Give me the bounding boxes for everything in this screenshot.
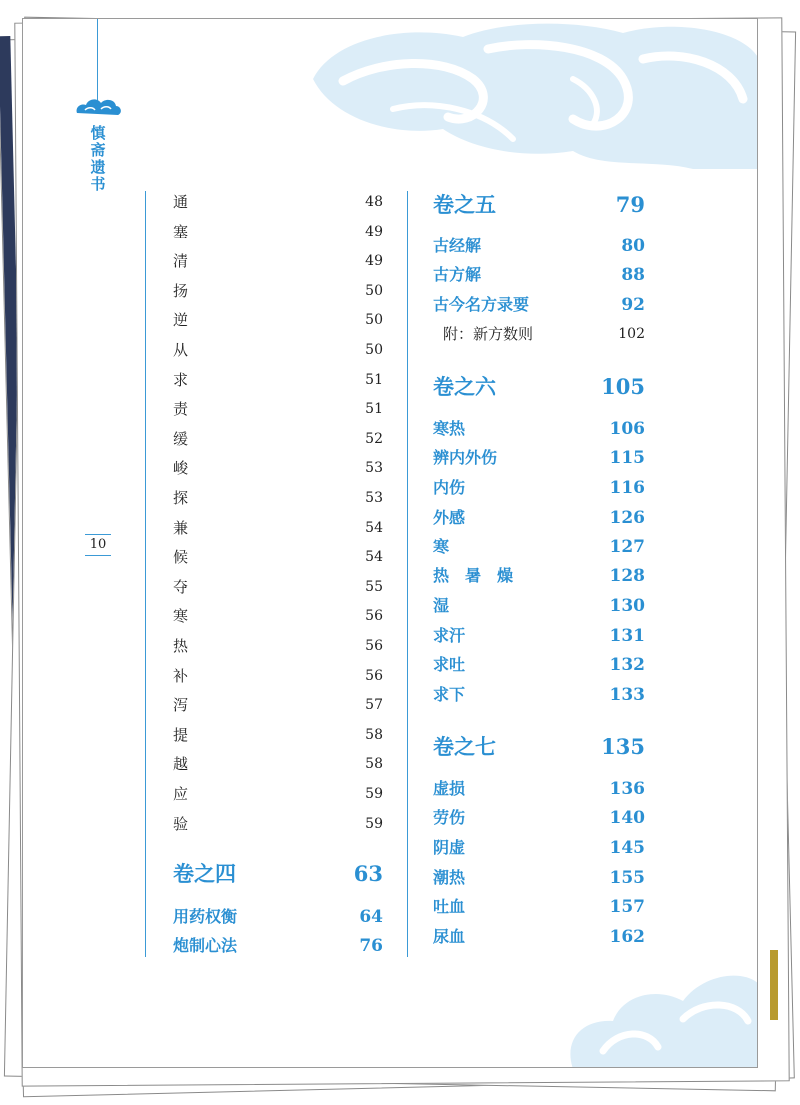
toc-entry-page: 131 bbox=[609, 626, 645, 646]
toc-entry-page: 50 bbox=[365, 282, 383, 299]
toc-entry-page: 128 bbox=[609, 566, 645, 586]
toc-entry bbox=[173, 693, 383, 717]
toc-entry-title: 辨内外伤 bbox=[433, 448, 498, 467]
toc-entry-title: 虚损 bbox=[433, 779, 466, 798]
toc-entry-title: 兼 bbox=[173, 518, 189, 537]
toc-entry-title: 卷之六 bbox=[433, 374, 496, 399]
toc-entry bbox=[433, 446, 645, 470]
toc-entry-title: 寒 bbox=[433, 537, 450, 556]
toc-entry bbox=[173, 220, 383, 244]
toc-entry-title: 泻 bbox=[173, 696, 189, 715]
toc-entry-page: 106 bbox=[609, 419, 645, 439]
cloud-decoration-bottom bbox=[563, 959, 758, 1068]
toc-entry-page: 56 bbox=[365, 667, 383, 684]
toc-entry bbox=[173, 723, 383, 747]
toc-entry-page: 49 bbox=[365, 223, 383, 240]
toc-entry-title: 夺 bbox=[173, 577, 189, 596]
toc-entry-title: 古经解 bbox=[433, 236, 482, 255]
toc-entry-page: 145 bbox=[609, 838, 645, 858]
toc-entry-title: 卷之七 bbox=[433, 734, 496, 759]
toc-entry-title: 尿血 bbox=[433, 927, 466, 946]
toc-entry bbox=[173, 249, 383, 273]
toc-entry-title: 逆 bbox=[173, 311, 189, 330]
cloud-decoration-top bbox=[273, 19, 758, 169]
toc-entry-page: 56 bbox=[365, 638, 383, 654]
toc-entry-page: 58 bbox=[365, 756, 383, 773]
toc-entry bbox=[433, 322, 645, 346]
toc-entry bbox=[433, 535, 645, 559]
toc-entry-page: 53 bbox=[365, 460, 383, 477]
toc-entry-page: 155 bbox=[609, 868, 645, 888]
toc-volume-heading bbox=[433, 375, 645, 399]
toc-entry bbox=[433, 263, 645, 287]
gold-page-edge bbox=[770, 950, 778, 1020]
toc-entry-page: 63 bbox=[353, 861, 383, 886]
toc-entry-title: 探 bbox=[173, 489, 189, 507]
toc-entry-title: 缓 bbox=[173, 429, 189, 448]
toc-entry-title: 候 bbox=[173, 548, 189, 567]
toc-entry-title: 责 bbox=[173, 400, 189, 419]
toc-entry-title: 阴虚 bbox=[433, 838, 466, 857]
toc-entry-title: 清 bbox=[173, 252, 189, 271]
toc-entry-page: 51 bbox=[365, 371, 383, 388]
toc-entry bbox=[173, 604, 383, 628]
toc-entry bbox=[433, 895, 645, 919]
toc-entry-title: 劳伤 bbox=[433, 808, 466, 827]
toc-entry-title: 湿 bbox=[433, 596, 450, 615]
toc-entry bbox=[433, 564, 645, 588]
toc-entry-page: 127 bbox=[609, 537, 645, 557]
page-number: 10 bbox=[85, 534, 111, 556]
toc-entry-page: 135 bbox=[601, 734, 645, 759]
toc-entry bbox=[433, 293, 645, 317]
toc-entry-page: 136 bbox=[609, 779, 645, 799]
toc-entry bbox=[433, 806, 645, 830]
toc-entry-title: 应 bbox=[173, 785, 189, 803]
toc-entry-page: 80 bbox=[621, 236, 645, 256]
toc-entry bbox=[433, 506, 645, 530]
toc-entry-page: 53 bbox=[365, 490, 383, 506]
toc-entry-page: 50 bbox=[365, 342, 383, 358]
toc-entry-title: 求 bbox=[173, 370, 189, 389]
left-column-rule bbox=[145, 191, 146, 957]
toc-entry-page: 92 bbox=[621, 295, 645, 315]
toc-entry bbox=[173, 664, 383, 688]
toc-entry-title: 古今名方录要 bbox=[433, 295, 530, 314]
toc-entry-title: 古方解 bbox=[433, 265, 482, 284]
toc-entry bbox=[173, 934, 383, 958]
book-title-vertical: 慎斋遗书 bbox=[90, 124, 106, 193]
toc-entry bbox=[433, 653, 645, 677]
toc-entry-title: 提 bbox=[173, 725, 189, 744]
toc-entry-title: 验 bbox=[173, 814, 189, 833]
toc-entry bbox=[433, 476, 645, 500]
toc-entry-title: 求汗 bbox=[433, 626, 466, 645]
toc-entry bbox=[173, 279, 383, 303]
toc-entry-page: 140 bbox=[609, 808, 645, 828]
toc-entry-title: 寒热 bbox=[433, 419, 466, 438]
toc-entry-title: 附：新方数则 bbox=[443, 325, 534, 343]
toc-entry bbox=[433, 925, 645, 949]
toc-entry bbox=[173, 486, 383, 510]
toc-entry-page: 58 bbox=[365, 726, 383, 743]
toc-entry-page: 54 bbox=[365, 519, 383, 536]
toc-entry bbox=[433, 683, 645, 707]
toc-entry-title: 内伤 bbox=[433, 478, 466, 497]
toc-entry bbox=[173, 516, 383, 540]
toc-entry bbox=[433, 417, 645, 441]
toc-entry-title: 补 bbox=[173, 666, 189, 685]
toc-entry bbox=[433, 624, 645, 648]
toc-entry-page: 126 bbox=[609, 508, 645, 528]
toc-volume-heading bbox=[433, 193, 645, 217]
toc-entry-page: 55 bbox=[365, 578, 383, 595]
toc-entry-title: 通 bbox=[173, 193, 189, 211]
toc-entry-title: 卷之五 bbox=[433, 192, 496, 217]
toc-entry bbox=[173, 397, 383, 421]
toc-entry-page: 132 bbox=[609, 655, 645, 675]
toc-entry bbox=[173, 812, 383, 836]
toc-entry-page: 88 bbox=[621, 265, 645, 285]
toc-entry bbox=[433, 234, 645, 258]
toc-volume-heading bbox=[433, 735, 645, 759]
toc-entry-page: 59 bbox=[365, 815, 383, 832]
toc-entry-title: 外感 bbox=[433, 508, 466, 527]
toc-entry bbox=[433, 866, 645, 890]
toc-entry-page: 49 bbox=[365, 253, 383, 270]
toc-entry bbox=[173, 782, 383, 806]
toc-entry-page: 133 bbox=[609, 685, 645, 705]
toc-entry bbox=[173, 338, 383, 362]
toc-entry-title: 卷之四 bbox=[173, 861, 236, 886]
toc-entry-title: 用药权衡 bbox=[173, 907, 238, 926]
toc-entry-page: 52 bbox=[365, 430, 383, 447]
toc-entry-page: 79 bbox=[615, 192, 645, 217]
toc-entry-page: 157 bbox=[609, 897, 645, 917]
header-rule bbox=[97, 19, 98, 105]
toc-entry bbox=[173, 905, 383, 929]
toc-entry-page: 115 bbox=[609, 448, 645, 468]
toc-entry-title: 热 bbox=[173, 637, 189, 655]
toc-entry-title: 热 暑 燥 bbox=[433, 566, 514, 585]
toc-entry bbox=[173, 308, 383, 332]
right-column-rule bbox=[407, 191, 408, 957]
toc-entry-title: 求下 bbox=[433, 685, 466, 704]
toc-entry bbox=[173, 427, 383, 451]
toc-entry-title: 越 bbox=[173, 755, 189, 774]
toc-entry-title: 扬 bbox=[173, 281, 189, 300]
toc-entry-page: 50 bbox=[365, 312, 383, 329]
toc-entry bbox=[173, 368, 383, 392]
toc-entry-page: 102 bbox=[618, 326, 645, 342]
cloud-ornament-icon bbox=[73, 95, 123, 119]
toc-entry-page: 130 bbox=[609, 596, 645, 616]
toc-entry-page: 162 bbox=[609, 927, 645, 947]
toc-entry-title: 峻 bbox=[173, 459, 189, 478]
toc-volume-heading bbox=[173, 862, 383, 886]
toc-entry-page: 116 bbox=[609, 478, 645, 498]
toc-entry-title: 从 bbox=[173, 341, 189, 359]
toc-entry bbox=[433, 836, 645, 860]
toc-entry-page: 76 bbox=[359, 936, 383, 956]
toc-entry-page: 105 bbox=[601, 374, 645, 399]
toc-entry-title: 寒 bbox=[173, 607, 189, 626]
toc-entry bbox=[173, 575, 383, 599]
toc-entry-title: 塞 bbox=[173, 222, 189, 241]
toc-page bbox=[22, 18, 758, 1068]
toc-entry-page: 51 bbox=[365, 401, 383, 418]
toc-entry bbox=[173, 545, 383, 569]
toc-entry-title: 潮热 bbox=[433, 868, 466, 887]
toc-entry bbox=[173, 190, 383, 214]
toc-entry-title: 求吐 bbox=[433, 655, 466, 674]
toc-entry bbox=[173, 456, 383, 480]
toc-entry bbox=[433, 777, 645, 801]
toc-entry bbox=[433, 594, 645, 618]
toc-entry-page: 56 bbox=[365, 608, 383, 625]
toc-entry-title: 吐血 bbox=[433, 897, 466, 916]
toc-entry-page: 57 bbox=[365, 697, 383, 714]
toc-entry-page: 59 bbox=[365, 786, 383, 802]
toc-entry-title: 炮制心法 bbox=[173, 936, 238, 955]
toc-entry-page: 64 bbox=[359, 907, 383, 927]
toc-entry bbox=[173, 634, 383, 658]
toc-entry-page: 48 bbox=[365, 194, 383, 210]
toc-entry bbox=[173, 752, 383, 776]
toc-entry-page: 54 bbox=[365, 549, 383, 566]
